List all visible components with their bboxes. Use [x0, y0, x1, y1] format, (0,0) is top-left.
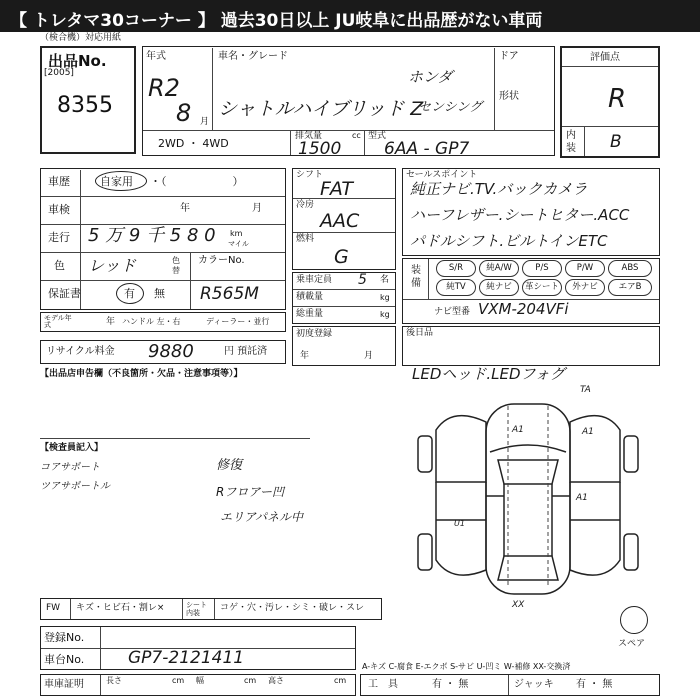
equip-aftermarket-navi: 外ナビ — [565, 279, 605, 296]
fw-label: FW — [46, 603, 61, 613]
spare-label: スペア — [618, 639, 646, 649]
shape-label: 形状 — [499, 91, 519, 102]
history-rest: ・（ ） — [150, 175, 244, 188]
header-banner: 【 トレタマ30コーナー 】 過去30日以上 JU岐阜に出品歴がない車両 — [0, 0, 700, 32]
equip-leather: 革シート — [522, 279, 562, 296]
damage-mark-hood: A1 — [512, 425, 524, 435]
interior-label: 内装 — [566, 130, 576, 154]
shift-label: シフト — [296, 170, 324, 180]
lot-number: 8355 — [57, 93, 113, 118]
equip-pw: P/W — [565, 260, 605, 277]
chassis-label: 車台No. — [44, 653, 85, 666]
damage-mark-rear: XX — [512, 600, 525, 610]
color-change-label: 色替 — [172, 256, 180, 275]
weight-label: 総重量 — [296, 309, 324, 319]
car-grade: センシング — [418, 100, 483, 115]
color-code: R565M — [200, 284, 259, 304]
refit-box — [402, 326, 660, 366]
inspector-right-line-3: エリアパネル中 — [220, 510, 304, 524]
cert-height: 高さ — [268, 676, 284, 685]
cert-length: 長さ — [106, 676, 122, 685]
first-reg-year: 年 — [300, 351, 310, 361]
cert-length-unit: cm — [172, 676, 185, 685]
drive-type: 2WD ・ 4WD — [158, 137, 229, 150]
mileage-value: 5 万 9 千 5 8 0 — [88, 225, 216, 246]
equip-navi: 純ナビ — [479, 279, 519, 296]
color-value: レッド — [88, 256, 136, 275]
car-model: シャトルハイブリッド Z — [218, 98, 424, 120]
sales-point-line-3: パドルシフト.ビルトインETC — [410, 232, 608, 250]
capacity-value: 5 — [358, 272, 367, 288]
history-label: 車歴 — [48, 175, 70, 188]
model-code-value: 6AA - GP7 — [384, 139, 470, 159]
displacement-unit: cc — [352, 131, 361, 140]
declaration-note-small: TA — [580, 385, 591, 395]
chassis-value: GP7-2121411 — [128, 648, 245, 668]
refit-label: 後日品 — [406, 328, 434, 338]
inspector-label: 【検査員記入】 — [40, 443, 104, 453]
cert-label: 車庫証明 — [44, 679, 84, 690]
first-reg-label: 初度登録 — [296, 329, 333, 339]
displacement-value: 1500 — [298, 139, 342, 159]
equip-alloy: 純A/W — [479, 260, 519, 277]
lot-label: 出品No. — [48, 52, 107, 70]
car-maker: ホンダ — [408, 68, 453, 86]
recycle-label: リサイクル料金 — [46, 346, 115, 357]
sales-point-line-2: ハーフレザー.シートヒター.ACC — [410, 206, 630, 224]
registration-label: 登録No. — [44, 631, 85, 644]
form-subnote: （検合機）対応用紙 — [40, 33, 122, 43]
inspection-label: 車検 — [48, 203, 70, 216]
fw-text: キズ・ヒビ石・割レ× — [76, 603, 165, 613]
warranty-yes: 有 — [124, 287, 135, 300]
inspector-right-line-1: 修復 — [216, 458, 243, 473]
grade-label: 評価点 — [590, 52, 620, 63]
declaration-note: LEDヘッド.LEDフォグ — [412, 365, 565, 383]
damage-legend: A-キズ C-腐食 E-エクボ S-サビ U-凹ミ W-補修 XX-交換済 — [362, 662, 571, 671]
jack-label: ジャッキ — [514, 679, 554, 690]
displacement-label: 排気量 — [295, 131, 323, 141]
fuel-value: G — [334, 246, 349, 268]
inspector-right-line-2: Rフロアー凹 — [216, 485, 284, 499]
warranty-yes-circle — [116, 283, 144, 304]
ac-label: 冷房 — [296, 200, 315, 210]
year-month: 8 — [176, 99, 192, 127]
equip-abs: ABS — [608, 260, 652, 277]
model-year-label: モデル年式 — [44, 314, 72, 329]
load-label: 積載量 — [296, 292, 324, 302]
fuel-label: 燃料 — [296, 234, 315, 244]
mileage-unit-mile: マイル — [228, 240, 249, 248]
warranty-label: 保証書 — [48, 287, 81, 300]
navi-model-value: VXM-204VFi — [478, 300, 569, 318]
tools-box — [360, 674, 660, 696]
navi-model-label: ナビ型番 — [434, 307, 471, 317]
damage-mark-left-rear: U1 — [454, 519, 465, 528]
shift-value: FAT — [320, 178, 354, 200]
lot-small-code: [2005] — [44, 68, 74, 78]
capacity-unit: 名 — [380, 275, 390, 285]
car-damage-diagram — [412, 385, 644, 620]
warranty-no: 無 — [154, 287, 165, 300]
tools-value: 有 ・ 無 — [432, 679, 469, 690]
damage-mark-right-door: A1 — [576, 493, 588, 503]
grade-score: R — [608, 84, 627, 114]
capacity-label: 乗車定員 — [296, 275, 333, 285]
sales-points-label: セールスポイント — [406, 170, 478, 180]
equipment-label: 装備 — [411, 265, 421, 289]
seat-label: シート内装 — [186, 601, 207, 617]
declaration-label: 【出品店申告欄（不良箇所・欠品・注意事項等）】 — [40, 369, 243, 379]
equip-ps: P/S — [522, 260, 562, 277]
history-selected: 自家用 — [100, 175, 133, 188]
equip-tv: 純TV — [436, 279, 476, 296]
inspection-month: 月 — [252, 203, 262, 214]
tools-label: 工 具 — [368, 679, 398, 690]
ac-value: AAC — [320, 210, 360, 232]
recycle-unit: 円 預託済 — [224, 346, 268, 357]
door-label: ドア — [499, 51, 519, 62]
equip-sr: S/R — [436, 260, 476, 277]
inspector-left-line-2: ツアサポートル — [40, 481, 110, 492]
first-reg-month: 月 — [364, 351, 374, 361]
load-unit: kg — [380, 293, 390, 302]
sales-point-line-1: 純正ナビ.TV.バックカメラ — [410, 180, 588, 198]
damage-mark-front-right: A1 — [582, 427, 594, 437]
seat-text: コゲ・穴・汚レ・シミ・破レ・スレ — [220, 603, 365, 613]
model-year-dealer: ディーラー・並行 — [206, 317, 270, 326]
inspector-left-line-1: コアサポート — [40, 462, 100, 473]
interior-score: B — [610, 132, 622, 152]
model-code-label: 型式 — [368, 131, 387, 141]
year-month-unit: 月 — [200, 117, 210, 127]
year-era: R2 — [148, 74, 180, 102]
model-year-year: 年 — [106, 317, 116, 327]
color-code-label: カラーNo. — [198, 255, 245, 266]
history-selected-circle — [95, 171, 147, 191]
recycle-value: 9880 — [148, 341, 194, 362]
equip-airbag: エアB — [608, 279, 652, 296]
color-label: 色 — [54, 259, 65, 272]
mileage-unit-km: km — [230, 229, 243, 238]
model-year-handle: ハンドル 左・右 — [122, 317, 181, 326]
inspection-year: 年 — [180, 203, 190, 214]
cert-height-unit: cm — [334, 676, 347, 685]
jack-value: 有 ・ 無 — [576, 679, 613, 690]
car-name-label: 車名・グレード — [218, 51, 288, 62]
weight-unit: kg — [380, 310, 390, 319]
cert-width: 幅 — [196, 676, 204, 685]
mileage-label: 走行 — [48, 231, 70, 244]
spare-tire-icon — [620, 606, 648, 634]
year-label: 年式 — [146, 51, 166, 62]
cert-width-unit: cm — [244, 676, 257, 685]
